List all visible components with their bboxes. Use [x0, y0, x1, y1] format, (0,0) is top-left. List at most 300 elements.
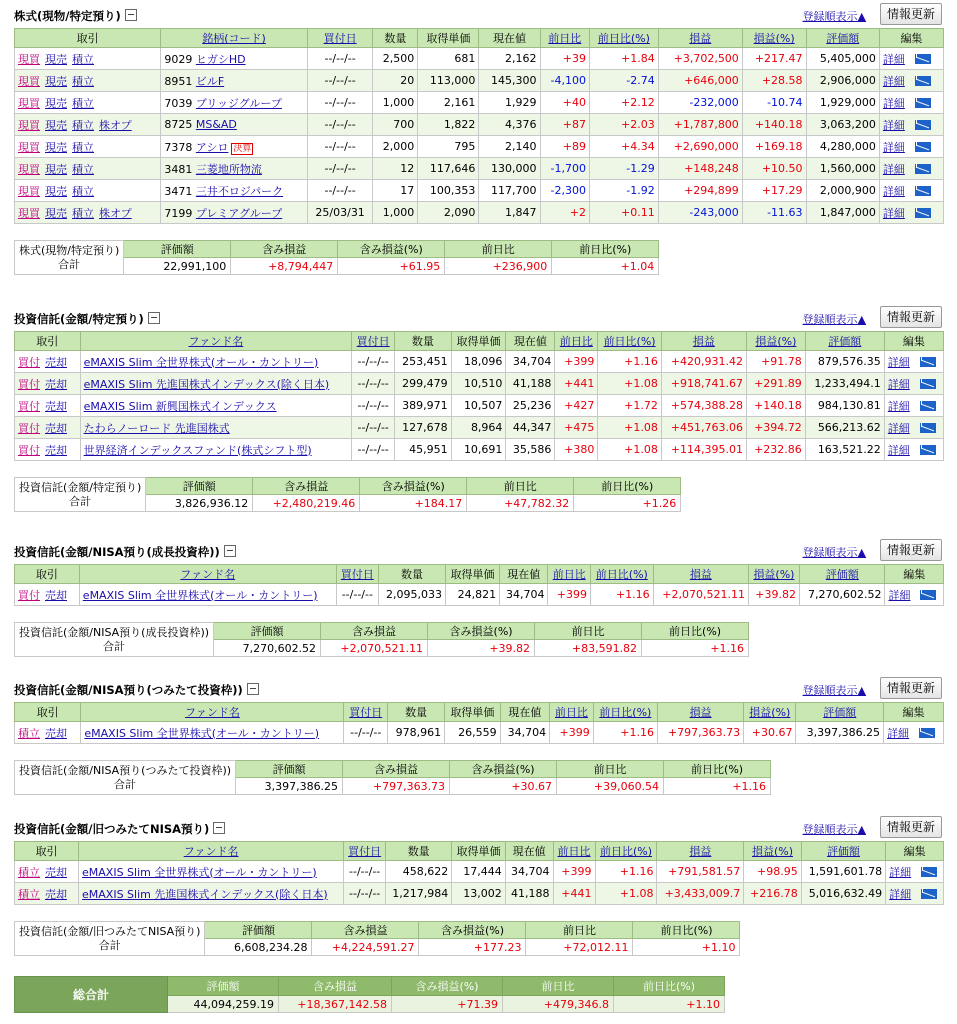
- summary-header: 前日比(%): [633, 922, 740, 939]
- update-button[interactable]: 情報更新: [880, 677, 942, 699]
- column-header[interactable]: 前日比: [555, 332, 598, 351]
- summary-table: [14, 240, 659, 275]
- table-row: [15, 861, 944, 883]
- trade-links: [15, 70, 161, 92]
- valuation: 5,405,000: [806, 48, 879, 70]
- profit-loss-pct: +39.82: [748, 584, 799, 606]
- trade-link[interactable]: 積立: [72, 74, 94, 88]
- collapse-icon[interactable]: [224, 545, 236, 557]
- column-header: 編集: [885, 565, 944, 584]
- summary-header: 前日比: [557, 761, 664, 778]
- detail-link[interactable]: 詳細: [882, 96, 905, 110]
- summary-header: 前日比(%): [574, 478, 681, 495]
- security-name-link[interactable]: アシロ: [195, 140, 229, 154]
- mail-icon[interactable]: [920, 423, 936, 433]
- mail-icon[interactable]: [915, 76, 931, 86]
- collapse-icon[interactable]: [247, 683, 259, 695]
- summary-label: 投資信託(金額/特定預り) 合計: [15, 478, 146, 512]
- holdings-table: [14, 702, 944, 744]
- trade-link[interactable]: 現売: [45, 206, 67, 220]
- profit-loss: -243,000: [658, 202, 742, 224]
- trade-link[interactable]: 積立: [72, 140, 94, 154]
- detail-link[interactable]: 詳細: [887, 377, 910, 391]
- trade-link[interactable]: 現売: [45, 162, 67, 176]
- profit-loss-pct: +98.95: [744, 861, 801, 883]
- trade-link[interactable]: 現売: [45, 118, 67, 132]
- column-header: 現在値: [500, 703, 550, 722]
- column-header[interactable]: 損益(%): [744, 842, 801, 861]
- column-header[interactable]: 評価額: [805, 332, 884, 351]
- column-header[interactable]: 損益(%): [744, 703, 796, 722]
- purchase-date: --/--/--: [344, 861, 386, 883]
- day-change: -1,700: [540, 158, 589, 180]
- sort-order-link[interactable]: 登録順表示▲: [802, 823, 866, 836]
- collapse-icon[interactable]: [148, 312, 160, 324]
- column-header: 数量: [386, 842, 452, 861]
- table-row: [15, 417, 944, 439]
- column-header[interactable]: 前日比(%): [593, 703, 657, 722]
- mail-icon[interactable]: [915, 98, 931, 108]
- holdings-table: [14, 564, 944, 606]
- security-name-link[interactable]: MS&AD: [195, 118, 237, 131]
- trade-link[interactable]: 買付: [18, 355, 40, 369]
- security-name-link[interactable]: 三菱地所物流: [195, 162, 262, 176]
- profit-loss-pct: -11.63: [742, 202, 806, 224]
- summary-value: +1.10: [633, 939, 740, 956]
- detail-link[interactable]: 詳細: [889, 887, 912, 901]
- mail-icon[interactable]: [920, 379, 936, 389]
- day-change: +39: [540, 48, 589, 70]
- security-name-link[interactable]: eMAXIS Slim 先進国株式インデックス(除く日本): [82, 887, 328, 901]
- day-change: +399: [555, 351, 598, 373]
- trade-link[interactable]: 売却: [45, 887, 67, 901]
- profit-loss-pct: +140.18: [746, 395, 805, 417]
- section-title: 株式(現物/特定預り): [14, 8, 137, 24]
- column-header[interactable]: 損益(%): [742, 29, 806, 48]
- trade-link[interactable]: 現売: [45, 184, 67, 198]
- trade-link[interactable]: 買付: [18, 588, 40, 602]
- table-row: [15, 48, 944, 70]
- day-change: -2,300: [540, 180, 589, 202]
- summary-header: 含み損益: [343, 761, 450, 778]
- summary-value: +184.17: [360, 495, 467, 512]
- unit-cost: 117,646: [418, 158, 479, 180]
- profit-loss-pct: +291.89: [746, 373, 805, 395]
- profit-loss-pct: +30.67: [744, 722, 796, 744]
- detail-link[interactable]: 詳細: [882, 74, 905, 88]
- column-header[interactable]: 銘柄(コード): [161, 29, 307, 48]
- summary-header: 前日比(%): [642, 623, 749, 640]
- summary-value: +72,012.11: [526, 939, 633, 956]
- mail-icon[interactable]: [915, 164, 931, 174]
- summary-header: 評価額: [236, 761, 343, 778]
- summary-value: +39.82: [428, 640, 535, 657]
- column-header[interactable]: 前日比(%): [595, 842, 657, 861]
- trade-link[interactable]: 現買: [18, 206, 40, 220]
- detail-link[interactable]: 詳細: [882, 140, 905, 154]
- security-code: 3481: [164, 162, 193, 176]
- column-header: 数量: [373, 29, 418, 48]
- security-name-cell: [161, 114, 307, 136]
- summary-value: 22,991,100: [124, 258, 231, 275]
- mail-icon[interactable]: [915, 208, 931, 218]
- trade-link[interactable]: 現買: [18, 184, 40, 198]
- unit-cost: 113,000: [418, 70, 479, 92]
- column-header[interactable]: 損益(%): [746, 332, 805, 351]
- edit-cell: [879, 92, 943, 114]
- profit-loss-pct: +394.72: [746, 417, 805, 439]
- unit-cost: 17,444: [452, 861, 506, 883]
- column-header[interactable]: 前日比(%): [589, 29, 658, 48]
- day-change: +87: [540, 114, 589, 136]
- trade-link[interactable]: 売却: [45, 399, 67, 413]
- day-change: +441: [555, 373, 598, 395]
- detail-link[interactable]: 詳細: [887, 726, 910, 740]
- fund-section: [14, 676, 944, 795]
- sort-order-link[interactable]: 登録順表示▲: [802, 546, 866, 559]
- trade-link[interactable]: 買付: [18, 443, 40, 457]
- trade-links: [15, 861, 79, 883]
- trade-link[interactable]: 現買: [18, 52, 40, 66]
- valuation: 7,270,602.52: [799, 584, 885, 606]
- security-name-link[interactable]: eMAXIS Slim 全世界株式(オール・カントリー): [82, 865, 317, 879]
- edit-cell: [879, 180, 943, 202]
- trade-link[interactable]: 現買: [18, 162, 40, 176]
- grand-total-header: 前日比(%): [614, 977, 725, 996]
- profit-loss: +114,395.01: [661, 439, 746, 461]
- summary-header: 評価額: [205, 922, 312, 939]
- day-change: +89: [540, 136, 589, 158]
- detail-link[interactable]: 詳細: [882, 118, 905, 132]
- quantity: 12: [373, 158, 418, 180]
- valuation: 1,560,000: [806, 158, 879, 180]
- unit-cost: 1,822: [418, 114, 479, 136]
- detail-link[interactable]: 詳細: [882, 184, 905, 198]
- table-row: [15, 136, 944, 158]
- summary-header: 前日比: [526, 922, 633, 939]
- mail-icon[interactable]: [921, 867, 937, 877]
- security-name-link[interactable]: 世界経済インデックスファンド(株式シフト型): [83, 443, 312, 457]
- security-name-link[interactable]: ブリッジグループ: [195, 96, 282, 110]
- profit-loss-pct: +10.50: [742, 158, 806, 180]
- current-price: 2,140: [479, 136, 540, 158]
- column-header[interactable]: 評価額: [801, 842, 885, 861]
- sort-order-link[interactable]: 登録順表示▲: [802, 10, 866, 23]
- mail-icon[interactable]: [920, 401, 936, 411]
- security-name-cell: [161, 70, 307, 92]
- column-header[interactable]: 買付日: [344, 842, 386, 861]
- quantity: 45,951: [395, 439, 451, 461]
- trade-link[interactable]: 現売: [45, 52, 67, 66]
- day-change: +2: [540, 202, 589, 224]
- column-header[interactable]: 買付日: [336, 565, 378, 584]
- column-header[interactable]: 損益: [653, 565, 748, 584]
- detail-link[interactable]: 詳細: [882, 52, 905, 66]
- security-name-link[interactable]: eMAXIS Slim 全世界株式(オール・カントリー): [82, 588, 318, 602]
- trade-link[interactable]: 買付: [18, 399, 40, 413]
- trade-link[interactable]: 現買: [18, 118, 40, 132]
- collapse-icon[interactable]: [213, 822, 225, 834]
- grand-total-label: 総合計: [15, 977, 168, 1013]
- security-name-link[interactable]: 三井不ロジパーク: [195, 184, 284, 198]
- valuation: 3,397,386.25: [796, 722, 884, 744]
- summary-value: 6,608,234.28: [205, 939, 312, 956]
- trade-link[interactable]: 現買: [18, 74, 40, 88]
- quantity: 1,000: [373, 92, 418, 114]
- detail-link[interactable]: 詳細: [887, 355, 910, 369]
- section-header: [14, 815, 944, 841]
- summary-table: [14, 760, 771, 795]
- edit-cell: [886, 861, 944, 883]
- current-price: 44,347: [506, 417, 555, 439]
- table-row: [15, 722, 944, 744]
- unit-cost: 100,353: [418, 180, 479, 202]
- update-button[interactable]: 情報更新: [880, 816, 942, 838]
- detail-link[interactable]: 詳細: [889, 865, 912, 879]
- security-name-link[interactable]: たわらノーロード 先進国株式: [83, 421, 230, 435]
- trade-link[interactable]: 現売: [45, 140, 67, 154]
- trade-link[interactable]: 売却: [45, 355, 67, 369]
- day-change-pct: +2.12: [589, 92, 658, 114]
- column-header[interactable]: 買付日: [344, 703, 388, 722]
- purchase-date: --/--/--: [344, 722, 388, 744]
- security-name-link[interactable]: ヒガシHD: [195, 52, 246, 66]
- table-row: [15, 395, 944, 417]
- current-price: 117,700: [479, 180, 540, 202]
- trade-link[interactable]: 積立: [18, 865, 40, 879]
- profit-loss: +918,741.67: [661, 373, 746, 395]
- purchase-date: --/--/--: [307, 70, 373, 92]
- edit-cell: [884, 373, 943, 395]
- column-header: 編集: [886, 842, 944, 861]
- column-header: 取得単価: [451, 332, 506, 351]
- trade-link[interactable]: 売却: [45, 421, 67, 435]
- mail-icon[interactable]: [920, 357, 936, 367]
- table-header-row: [15, 565, 944, 584]
- column-header[interactable]: 前日比: [550, 703, 594, 722]
- stock-section: [14, 2, 944, 275]
- mail-icon[interactable]: [921, 889, 937, 899]
- quantity: 1,217,984: [386, 883, 452, 905]
- trade-link[interactable]: 買付: [18, 421, 40, 435]
- column-header[interactable]: 評価額: [799, 565, 885, 584]
- security-name-cell: [161, 202, 307, 224]
- day-change-pct: -1.29: [589, 158, 658, 180]
- column-header[interactable]: 前日比(%): [590, 565, 653, 584]
- column-header[interactable]: 前日比(%): [598, 332, 661, 351]
- column-header[interactable]: 買付日: [352, 332, 395, 351]
- sort-order-link[interactable]: 登録順表示▲: [802, 313, 866, 326]
- grand-total-value: +1.10: [614, 996, 725, 1013]
- purchase-date: --/--/--: [307, 158, 373, 180]
- trade-link[interactable]: 積立: [72, 118, 94, 132]
- trade-link[interactable]: 積立: [72, 206, 94, 220]
- table-header-row: [15, 29, 944, 48]
- profit-loss: +2,690,000: [658, 136, 742, 158]
- edit-cell: [884, 439, 943, 461]
- column-header[interactable]: 前日比: [553, 842, 595, 861]
- purchase-date: --/--/--: [307, 92, 373, 114]
- mail-icon[interactable]: [920, 590, 936, 600]
- summary-header: 含み損益(%): [419, 922, 526, 939]
- profit-loss: -232,000: [658, 92, 742, 114]
- update-button[interactable]: 情報更新: [880, 306, 942, 328]
- section-title: 投資信託(金額/NISA預り(つみたて投資枠)): [14, 682, 259, 698]
- column-header[interactable]: ファンド名: [79, 565, 336, 584]
- trade-link[interactable]: 株オプ: [99, 118, 132, 132]
- security-name-link[interactable]: eMAXIS Slim 全世界株式(オール・カントリー): [84, 726, 320, 740]
- column-header[interactable]: ファンド名: [80, 332, 352, 351]
- current-price: 2,162: [479, 48, 540, 70]
- summary-table: [14, 921, 740, 956]
- day-change-pct: +0.11: [589, 202, 658, 224]
- mail-icon[interactable]: [915, 54, 931, 64]
- column-header: 現在値: [506, 332, 555, 351]
- column-header[interactable]: 損益: [661, 332, 746, 351]
- mail-icon[interactable]: [915, 120, 931, 130]
- trade-link[interactable]: 現買: [18, 96, 40, 110]
- section-title: 投資信託(金額/特定預り): [14, 311, 160, 327]
- summary-header: 前日比(%): [552, 241, 659, 258]
- mail-icon[interactable]: [915, 186, 931, 196]
- mail-icon[interactable]: [919, 728, 935, 738]
- summary-value: 3,397,386.25: [236, 778, 343, 795]
- security-name-link[interactable]: ビルF: [195, 74, 225, 88]
- security-name-cell: [79, 861, 344, 883]
- sort-order-link[interactable]: 登録順表示▲: [802, 684, 866, 697]
- update-button[interactable]: 情報更新: [880, 3, 942, 25]
- detail-link[interactable]: 詳細: [887, 399, 910, 413]
- column-header[interactable]: 評価額: [806, 29, 879, 48]
- security-name-cell: [80, 373, 352, 395]
- edit-cell: [884, 351, 943, 373]
- collapse-icon[interactable]: [125, 9, 137, 21]
- detail-link[interactable]: 詳細: [887, 443, 910, 457]
- trade-link[interactable]: 現売: [45, 74, 67, 88]
- day-change: +427: [555, 395, 598, 417]
- section-title: 投資信託(金額/NISA預り(成長投資枠)): [14, 544, 236, 560]
- profit-loss: +451,763.06: [661, 417, 746, 439]
- valuation: 1,233,494.1: [805, 373, 884, 395]
- day-change: +399: [548, 584, 590, 606]
- security-name-cell: [80, 351, 352, 373]
- security-name-link[interactable]: eMAXIS Slim 全世界株式(オール・カントリー): [83, 355, 319, 369]
- edit-cell: [879, 158, 943, 180]
- trade-link[interactable]: 株オプ: [99, 206, 132, 220]
- column-header[interactable]: 損益: [657, 842, 744, 861]
- summary-value: +83,591.82: [535, 640, 642, 657]
- purchase-date: --/--/--: [344, 883, 386, 905]
- column-header: 数量: [395, 332, 451, 351]
- column-header[interactable]: 評価額: [796, 703, 884, 722]
- quantity: 978,961: [388, 722, 445, 744]
- edit-cell: [879, 70, 943, 92]
- column-header[interactable]: 損益(%): [748, 565, 799, 584]
- summary-value: +4,224,591.27: [312, 939, 419, 956]
- column-header[interactable]: ファンド名: [81, 703, 344, 722]
- column-header: 取得単価: [445, 565, 499, 584]
- summary-value: +39,060.54: [557, 778, 664, 795]
- day-change-pct: +4.34: [589, 136, 658, 158]
- mail-icon[interactable]: [915, 142, 931, 152]
- security-name-cell: [80, 417, 352, 439]
- table-header-row: [15, 703, 944, 722]
- column-header: 取引: [15, 842, 79, 861]
- trade-link[interactable]: 現買: [18, 140, 40, 154]
- column-header[interactable]: 前日比: [540, 29, 589, 48]
- trade-link[interactable]: 積立: [18, 726, 40, 740]
- security-code: 7199: [164, 206, 193, 220]
- detail-link[interactable]: 詳細: [888, 588, 911, 602]
- column-header: 編集: [884, 332, 943, 351]
- column-header[interactable]: 損益: [658, 29, 742, 48]
- column-header[interactable]: 前日比: [548, 565, 590, 584]
- trade-link[interactable]: 現売: [45, 96, 67, 110]
- detail-link[interactable]: 詳細: [882, 206, 905, 220]
- security-name-link[interactable]: プレミアグループ: [195, 206, 283, 220]
- trade-link[interactable]: 積立: [72, 52, 94, 66]
- update-button[interactable]: 情報更新: [880, 539, 942, 561]
- quantity: 2,000: [373, 136, 418, 158]
- current-price: 35,586: [506, 439, 555, 461]
- security-name-link[interactable]: eMAXIS Slim 新興国株式インデックス: [83, 399, 277, 413]
- unit-cost: 2,090: [418, 202, 479, 224]
- security-name-cell: [80, 395, 352, 417]
- trade-link[interactable]: 積立: [72, 162, 94, 176]
- summary-label: 株式(現物/特定預り) 合計: [15, 241, 124, 275]
- current-price: 1,847: [479, 202, 540, 224]
- table-row: [15, 114, 944, 136]
- earnings-badge: 決算: [233, 143, 252, 154]
- summary-header: 含み損益(%): [338, 241, 445, 258]
- trade-link[interactable]: 売却: [45, 443, 67, 457]
- day-change-pct: +1.16: [590, 584, 653, 606]
- day-change-pct: +1.08: [598, 439, 661, 461]
- trade-links: [15, 439, 81, 461]
- grand-total-table: [14, 976, 725, 1013]
- column-header[interactable]: ファンド名: [79, 842, 344, 861]
- trade-link[interactable]: 積立: [72, 96, 94, 110]
- trade-links: [15, 351, 81, 373]
- trade-link[interactable]: 売却: [45, 726, 67, 740]
- profit-loss: +294,899: [658, 180, 742, 202]
- column-header[interactable]: 損益: [657, 703, 743, 722]
- security-name-link[interactable]: eMAXIS Slim 先進国株式インデックス(除く日本): [83, 377, 330, 391]
- trade-link[interactable]: 売却: [45, 377, 67, 391]
- current-price: 25,236: [506, 395, 555, 417]
- trade-link[interactable]: 積立: [18, 887, 40, 901]
- day-change-pct: +1.72: [598, 395, 661, 417]
- detail-link[interactable]: 詳細: [882, 162, 905, 176]
- summary-header: 含み損益: [312, 922, 419, 939]
- trade-link[interactable]: 積立: [72, 184, 94, 198]
- trade-link[interactable]: 売却: [45, 588, 67, 602]
- trade-link[interactable]: 買付: [18, 377, 40, 391]
- summary-value: +1.26: [574, 495, 681, 512]
- trade-link[interactable]: 売却: [45, 865, 67, 879]
- quantity: 299,479: [395, 373, 451, 395]
- day-change: +475: [555, 417, 598, 439]
- mail-icon[interactable]: [920, 445, 936, 455]
- column-header: 現在値: [505, 842, 553, 861]
- day-change: +441: [553, 883, 595, 905]
- purchase-date: --/--/--: [352, 351, 395, 373]
- detail-link[interactable]: 詳細: [887, 421, 910, 435]
- trade-links: [15, 92, 161, 114]
- summary-value: 3,826,936.12: [146, 495, 253, 512]
- column-header[interactable]: 買付日: [307, 29, 373, 48]
- day-change: +399: [550, 722, 594, 744]
